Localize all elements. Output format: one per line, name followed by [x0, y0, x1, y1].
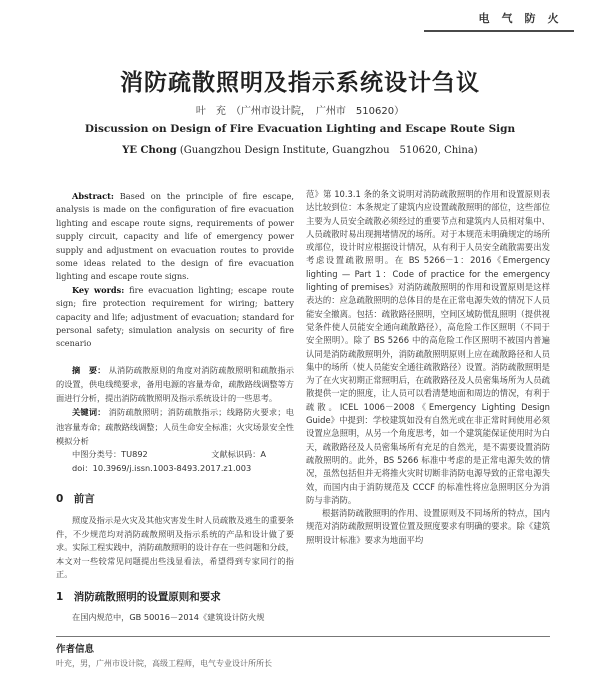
doc-code — [195, 448, 266, 461]
doc-code-label: 文献标识码： — [211, 449, 261, 460]
paper-title: 消防疏散照明及指示系统设计刍议 — [120, 70, 480, 96]
clc — [56, 448, 148, 461]
left-column — [56, 190, 294, 624]
header-rule — [424, 30, 574, 32]
doi-value: 10.3969/j.issn.1003-8493.2017.z1.003 — [92, 462, 252, 473]
section-tag — [473, 10, 564, 28]
keywords-cn — [56, 405, 294, 448]
author-en-affiliation: (Guangzhou Design Institute, Guangzhou 510620, China) — [179, 145, 478, 156]
right-paragraph-1: 范》第 10.3.1 条的条文说明对消防疏散照明的作用和设置原则表达比较到位：本条规定了建筑内应设置疏散照明的部位，这些部位主要为人员安全疏散必须经过的重要节点和建筑内人员相对集中、人员疏散时易出现拥堵情况的场所。对于本规范未明确规定的场所或部位，设计时应根据设计情况，从有利于人员安全疏散需要出发考虑设置疏散照明。在 BS 5266－1：2016《Emergency lighting — Part 1：Code of practice for the emergency lighting of premises》对消防疏散照明的作用和设置原则是这样表达的：应急疏散照明的总体目的是在正常电源失效的情况下人员能安全撤离。包括：疏散路径照明，空间区域防慌乱照明（提供视觉条件使人员能安全通向疏散路径），高危险工作区照明（不同于安全照明）。除了 BS 5266 中的高危险工作区照明不被国内普遍认同是消防疏散照明外，消防疏散照明原则上应在疏散路径和人员集中的场所（使人员能安全通往疏散路径）设置。消防疏散照明是为了在火灾初期正常照明后，在疏散路径及人员密集场所为人员疏散提供一定的照度，让人员可以看清楚地面和周边的情况，有利于疏散。ICEL 1006－2008《Emergency Lighting Design Guide》中提到：学校建筑如没有自然光或在非正常时间使用必须设置应急照明，从另一个角度思考，如一个建筑能保证使用时为白天，疏散路径及人员密集场所有充足的自然光，是不需要设置消防疏散照明的。此外，BS 5266 标准中考虑的是正常电源失效的情况，虽然包括但并无将推火灾时切断非消防电源导致的正常电源失效，而国内由于消防规范及 CCCF 的标准性将应急照明区分为消防与非消防。 — [306, 189, 550, 505]
author-en — [0, 141, 600, 156]
author-info-line: 叶充，男，广州市设计院，高级工程师，电气专业设计所所长 — [56, 659, 272, 668]
abstract-en-label: Abstract: — [72, 191, 114, 201]
keywords-cn-text: 消防疏散照明；消防疏散指示；线路防火要求；电池容量寿命；疏散路线调整；人员生命安全标准；火灾场景安全性模拟分析 — [56, 407, 294, 446]
doi — [56, 462, 294, 475]
doc-code-value: A — [260, 449, 266, 460]
abstract-cn-text: 从消防疏散原则的角度对消防疏散照明和疏散指示的设置，供电线缆要求，备用电源的容量寿命，疏散路线调整等方面进行分析，提出消防疏散照明及指示系统设计的一些思考。 — [56, 364, 294, 404]
abstract-en — [56, 190, 294, 284]
author-cn: 叶 充 （广州市设计院， 广州市 510620） — [195, 106, 405, 117]
section-tag-char: 火 — [547, 12, 559, 25]
footer-rule — [56, 636, 550, 637]
abstract-en-text: Based on the principle of fire escape, analysis is made on the configuration of fire evacuation lighting and escape route signs, requirements of power supply circuit, capacity and life of emergency power supply and adjustment on evacuation routes to provide some ideas related to the design of fire evacuation lighting and escape route signs. — [56, 191, 294, 282]
keywords-en-text: fire evacuation lighting; escape route sign; fire protection requirement for wiring; battery capacity and life; adjustment of evacuation; standard for personal safety; simulation analysis on security of fire scenario — [56, 284, 295, 349]
clc-label: 中图分类号： — [72, 449, 122, 460]
paper-title-en: Discussion on Design of Fire Evacuation Lighting and Escape Route Sign — [84, 123, 516, 135]
section-tag-char: 防 — [524, 12, 536, 25]
section-0-text: 照度及指示是火灾及其他灾害发生时人员疏散及逃生的重要条件，不少规范均对消防疏散照明及指示系统的产品和设计做了要求。实际工程实践中，消防疏散照明的设计存在一些问题和分歧，本文对一些较常见问题提出些浅显看法，希望得到专家同行的指正。 — [56, 515, 294, 579]
abstract-cn — [56, 363, 294, 406]
keywords-en — [56, 284, 294, 351]
section-tag-char: 电 — [478, 12, 490, 25]
clc-value: TU892 — [121, 449, 148, 460]
doi-label: doi： — [72, 462, 93, 473]
keywords-cn-label: 关键词： — [72, 407, 106, 418]
abstract-cn-label: 摘 要： — [72, 364, 106, 375]
section-0-heading: 0 前言 — [56, 492, 95, 505]
section-1-text: 在国内规范中，GB 50016－2014《建筑设计防火规 — [72, 611, 265, 622]
right-paragraph-2: 根据消防疏散照明的作用、设置原则及不同场所的特点，国内规范对消防疏散照明设置位置及照度要求有明确的要求。除《建筑照明设计标准》要求为地面平均 — [306, 508, 550, 545]
section-tag-char: 气 — [501, 12, 513, 25]
author-en-name: YE Chong — [122, 145, 177, 156]
author-info-heading: 作者信息 — [56, 644, 95, 655]
keywords-en-label: Key words: — [72, 284, 125, 295]
right-column — [306, 188, 550, 547]
classification-row — [56, 448, 294, 461]
section-1-heading: 1 消防疏散照明的设置原则和要求 — [56, 591, 221, 604]
